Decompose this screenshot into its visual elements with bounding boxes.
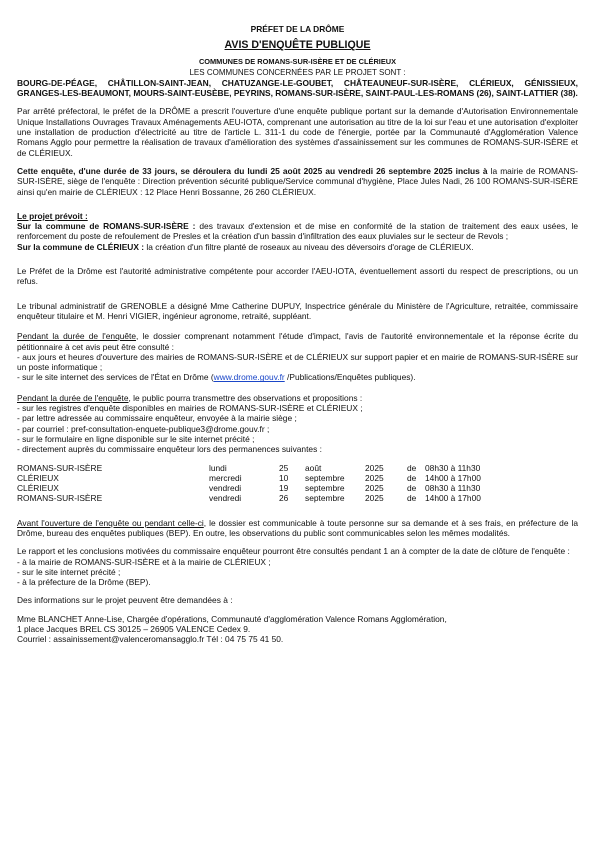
perm-num: 19 xyxy=(279,483,289,494)
dossier-section xyxy=(17,331,578,382)
dossier-item-site-post: /Publications/Enquêtes publiques). xyxy=(284,372,416,383)
rapport-section xyxy=(17,546,578,587)
perm-lieu: CLÉRIEUX xyxy=(17,483,59,494)
projet-romans-label: Sur la commune de ROMANS-SUR-ISÈRE : xyxy=(17,221,196,232)
infos-paragraph: Des informations sur le projet peuvent être demandées à : xyxy=(17,595,233,606)
projet-title: Le projet prévoit : xyxy=(17,210,88,221)
perm-jour: vendredi xyxy=(209,493,242,504)
perm-annee: 2025 xyxy=(365,493,384,504)
permanences-table xyxy=(17,463,481,504)
projet-section xyxy=(17,211,578,252)
projet-clerieux-label: Sur la commune de CLÉRIEUX : xyxy=(17,241,145,252)
perm-annee: 2025 xyxy=(365,483,384,494)
perm-annee: 2025 xyxy=(365,472,384,483)
dossier-intro xyxy=(17,331,578,352)
perm-de: de xyxy=(407,472,417,483)
perm-mois: août xyxy=(305,462,322,473)
rapport-item: - à la préfecture de la Drôme (BEP). xyxy=(17,577,151,588)
perm-de: de xyxy=(407,483,417,494)
perm-mois: septembre xyxy=(305,472,345,483)
perm-annee: 2025 xyxy=(365,462,384,473)
observations-item: - sur le formulaire en ligne disponible sur le site internet précité ; xyxy=(17,433,255,444)
prefet-heading: PRÉFET DE LA DRÔME xyxy=(250,24,345,34)
projet-romans xyxy=(17,221,578,242)
perm-num: 10 xyxy=(279,472,289,483)
communicable-lead: Avant l'ouverture de l'enquête ou pendant celle-ci xyxy=(17,517,204,528)
observations-intro xyxy=(17,393,578,403)
contact-line: Courriel : assainissement@valenceromansagglo.fr Tél : 04 75 75 41 50. xyxy=(17,634,284,645)
perm-lieu: CLÉRIEUX xyxy=(17,472,59,483)
observations-section xyxy=(17,393,578,455)
communes-list: BOURG-DE-PÉAGE, CHÂTILLON-SAINT-JEAN, CHATUZANGE-LE-GOUBET, CHÂTEAUNEUF-SUR-ISÈRE, CLÉRIEUX, GÉNISSIEUX, GRANGES-LES-BEAUMONT, MOURS-SAINT-EUSÈBE, PEYRINS, ROMANS-SUR-ISÈRE, SAINT-PAUL-LES-ROMANS (26), SAINT-LATTIER (38). xyxy=(17,77,578,99)
rapport-item: - sur le site internet précité ; xyxy=(17,566,121,577)
dossier-item-mairies: - aux jours et heures d'ouverture des mairies de ROMANS-SUR-ISÈRE et de CLÉRIEUX sur support papier et en mairie de ROMANS-SUR-ISÈRE sur un poste informatique ; xyxy=(17,351,578,373)
projet-romans-text: des travaux d'extension et de mise en conformité de la station de traitement des eaux usées, le renforcement du poste de refoulement de Presles et la création d'un bassin d'infiltration des eaux pluviales sur le secteur de Revols ; xyxy=(17,221,578,242)
perm-lieu: ROMANS-SUR-ISÈRE xyxy=(17,493,103,504)
communes-concernees-label: LES COMMUNES CONCERNÉES PAR LE PROJET SONT : xyxy=(189,67,406,77)
observations-item: - directement auprès du commissaire enquêteur lors des permanences suivantes : xyxy=(17,444,322,455)
contact-line: 1 place Jacques BREL CS 30125 – 26905 VALENCE Cedex 9. xyxy=(17,624,251,635)
perm-num: 26 xyxy=(279,493,289,504)
tribunal-paragraph: Le tribunal administratif de GRENOBLE a désigné Mme Catherine DUPUY, Inspectrice générale du Ministère de l'Agriculture, retraitée, commissaire enquêteur titulaire et M. Henri VIGIER, ingénieur agronome, retraité, suppléant. xyxy=(17,300,578,321)
avis-title: AVIS D'ENQUÊTE PUBLIQUE xyxy=(224,39,371,52)
communes-heading: COMMUNES DE ROMANS-SUR-ISÈRE ET DE CLÉRIEUX xyxy=(198,57,397,67)
projet-clerieux-text: la création d'un filtre planté de roseaux au niveau des déversoirs d'orage de CLÉRIEUX. xyxy=(144,241,474,252)
notice-page xyxy=(17,24,578,645)
communicable-paragraph xyxy=(17,518,578,539)
table-row xyxy=(17,473,481,483)
observations-item: - par courriel : pref-consultation-enquete-publique3@drome.gouv.fr ; xyxy=(17,423,270,434)
table-row xyxy=(17,493,481,503)
dossier-lead: Pendant la durée de l'enquête xyxy=(17,331,137,342)
autorite-paragraph: Le Préfet de la Drôme est l'autorité administrative compétente pour accorder l'AEU-IOTA, éventuellement assorti du respect de prescriptions, ou un refus. xyxy=(17,266,578,287)
duree-rest: la mairie de ROMANS-SUR-ISÈRE, siège de l'enquête : Direction prévention sécurité publique/Service communal d'hygiène, Place Jules Nadi, 26 100 ROMANS-SUR-ISÈRE ainsi qu'en mairie de CLÉRIEUX : 12 Place Henri Bossanne, 26 260 CLÉRIEUX. xyxy=(17,165,578,197)
drome-gouv-link[interactable]: www.drome.gouv.fr xyxy=(213,372,285,383)
dossier-item-site-pre: - sur le site internet des services de l'État en Drôme ( xyxy=(17,372,214,383)
perm-jour: mercredi xyxy=(209,472,242,483)
perm-jour: lundi xyxy=(209,462,227,473)
dossier-item-site xyxy=(17,372,578,382)
duree-paragraph xyxy=(17,166,578,197)
rapport-text: Le rapport et les conclusions motivées du commissaire enquêteur pourront être consultés pendant 1 an à compter de la date de clôture de l'enquête : xyxy=(17,546,570,557)
perm-horaire: 14h00 à 17h00 xyxy=(425,472,481,483)
table-row xyxy=(17,463,481,473)
perm-num: 25 xyxy=(279,462,289,473)
table-row xyxy=(17,483,481,493)
perm-mois: septembre xyxy=(305,483,345,494)
observations-item: - par lettre adressée au commissaire enquêteur, envoyée à la mairie siège ; xyxy=(17,413,297,424)
dossier-text: , le dossier comprenant notamment l'étude d'impact, l'avis de l'autorité environnementale et la réponse écrite du pétitionnaire à cet avis peut être consulté : xyxy=(17,331,578,352)
contact-block xyxy=(17,614,578,645)
observations-lead: Pendant la durée de l'enquête xyxy=(17,392,129,403)
perm-horaire: 08h30 à 11h30 xyxy=(425,483,481,494)
observations-text: , le public pourra transmettre des observations et propositions : xyxy=(128,392,363,403)
perm-lieu: ROMANS-SUR-ISÈRE xyxy=(17,462,103,473)
perm-horaire: 14h00 à 17h00 xyxy=(425,493,481,504)
perm-de: de xyxy=(407,462,417,473)
perm-jour: vendredi xyxy=(209,483,242,494)
observations-item: - sur les registres d'enquête disponibles en mairies de ROMANS-SUR-ISÈRE et CLÉRIEUX ; xyxy=(17,403,363,414)
communicable-text: , le dossier est communicable à toute personne sur sa demande et à ses frais, en préfecture de la Drôme, bureau des enquêtes publiques (BEP). En outre, les observations du public sont communicables selon les mêmes modalités. xyxy=(17,517,579,538)
duree-bold: Cette enquête, d'une durée de 33 jours, se déroulera du lundi 25 août 2025 au vendredi 26 septembre 2025 inclus à xyxy=(17,165,488,176)
projet-clerieux xyxy=(17,242,578,252)
perm-horaire: 08h30 à 11h30 xyxy=(425,462,481,473)
perm-mois: septembre xyxy=(305,493,345,504)
intro-paragraph: Par arrêté préfectoral, le préfet de la DRÔME a prescrit l'ouverture d'une enquête publique portant sur la demande d'Autorisation Environnementale Unique Installations Ouvrages Travaux Aménagements AEU-IOTA, comprenant une autorisation au titre de la loi sur l'eau et une autorisation d'exploiter une installation de production d'électricité au titre de l'article L. 311-1 du code de l'énergie, portée par la Communauté d'Agglomération Valence Romans Agglo pour permettre la réalisation de travaux d'amélioration des systèmes d'assainissement sur les communes de ROMANS-SUR-ISÈRE et de CLÉRIEUX. xyxy=(17,106,578,158)
contact-line: Mme BLANCHET Anne-Lise, Chargée d'opérations, Communauté d'agglomération Valence Romans Agglomération, xyxy=(17,613,447,624)
rapport-item: - à la mairie de ROMANS-SUR-ISÈRE et à la mairie de CLÉRIEUX ; xyxy=(17,556,271,567)
perm-de: de xyxy=(407,493,417,504)
